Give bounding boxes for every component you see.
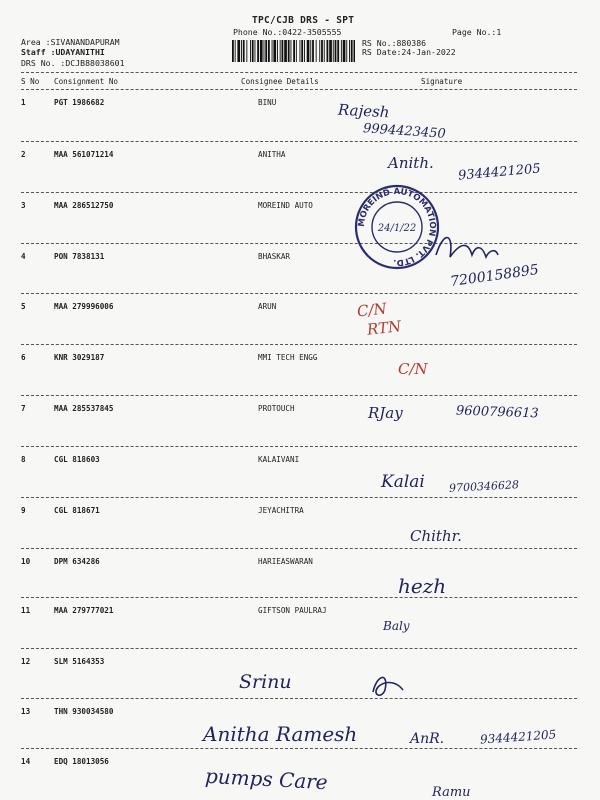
row-sno: 8 [21, 455, 26, 464]
page-number: Page No.:1 [452, 27, 502, 37]
row-consignment-no: MAA 561071214 [54, 150, 114, 159]
row-divider [21, 293, 577, 294]
col-sno: S No [21, 77, 40, 86]
row13-name: Anitha Ramesh [203, 722, 358, 746]
row-divider [21, 648, 577, 649]
row12-signature: Srinu [239, 671, 292, 693]
area-label: Area :SIVANANDAPURAM [21, 37, 120, 47]
row-consignment-no: THN 930034580 [54, 707, 114, 716]
row-sno: 1 [21, 98, 26, 107]
row-sno: 5 [21, 302, 26, 311]
row13-phone: 9344421205 [479, 727, 557, 747]
row-consignee: MMI TECH ENGG [258, 353, 318, 362]
row1-signature: Rajesh [337, 100, 390, 122]
row-sno: 6 [21, 353, 26, 362]
row-consignment-no: PON 7838131 [54, 252, 105, 261]
row-consignee: KALAIVANI [258, 455, 300, 464]
staff-label: Staff :UDAYANITHI [21, 47, 105, 57]
row4-phone: 7200158895 [449, 261, 540, 291]
row-sno: 11 [21, 606, 31, 615]
row5-note-cn: C/N [356, 299, 388, 321]
row-consignee: HARIEASWARAN [258, 557, 313, 566]
row11-signature: Baly [383, 619, 410, 633]
row14-signature: Ramu [432, 785, 471, 800]
col-signature: Signature [421, 77, 463, 86]
row5-note-rtn: RTN [366, 317, 403, 339]
row-consignee: GIFTSON PAULRAJ [258, 606, 327, 615]
row2-phone: 9344421205 [457, 161, 542, 184]
row-consignment-no: MAA 286512750 [54, 201, 114, 210]
row-consignment-no: EDQ 18013056 [54, 757, 109, 766]
row-sno: 13 [21, 707, 31, 716]
barcode [232, 40, 355, 62]
row8-signature: Kalai [381, 472, 425, 492]
row1-phone: 9994423450 [362, 121, 447, 142]
drs-number: DRS No. :DCJB88038601 [21, 58, 125, 68]
row-divider [21, 446, 577, 447]
col-consignment: Consignment No [54, 77, 119, 86]
row-consignee: ARUN [258, 302, 277, 311]
row-divider [21, 597, 577, 598]
row-consignment-no: MAA 279996006 [54, 302, 114, 311]
row-sno: 2 [21, 150, 26, 159]
row12-signature-mark [367, 668, 407, 702]
row-divider [21, 344, 577, 345]
seal-date: 24/1/22 [377, 223, 417, 234]
row-divider [21, 395, 577, 396]
rs-number: RS No.:880386 [362, 38, 427, 48]
phone-number: Phone No.:0422-3505555 [233, 27, 342, 37]
row-consignee: JEYACHITRA [258, 506, 304, 515]
rs-date: RS Date:24-Jan-2022 [362, 47, 456, 57]
seal-company-text: MOREIND AUTOMATION PVT. LTD. [356, 186, 438, 268]
row2-signature: Anith. [388, 154, 434, 172]
row-consignment-no: CGL 818671 [54, 506, 100, 515]
row-consignee: BHASKAR [258, 252, 291, 261]
row-consignment-no: CGL 818603 [54, 455, 100, 464]
row-consignment-no: PGT 1986682 [54, 98, 105, 107]
row7-signature: RJay [368, 404, 403, 422]
row14-name: pumps Care [204, 763, 329, 795]
row-sno: 12 [21, 657, 31, 666]
row-divider [21, 748, 577, 749]
row8-phone: 9700346628 [448, 478, 520, 495]
row-divider [21, 497, 577, 498]
row-consignee: ANITHA [258, 150, 286, 159]
row-consignment-no: SLM 5164353 [54, 657, 105, 666]
row7-phone: 9600796613 [455, 403, 539, 422]
row-consignee: MOREIND AUTO [258, 201, 313, 210]
row-consignment-no: DPM 634286 [54, 557, 100, 566]
divider [21, 72, 577, 73]
row13-signature: AnR. [410, 731, 445, 747]
row10-signature: hezh [398, 574, 447, 598]
row-sno: 9 [21, 506, 26, 515]
row-consignee: PROTOUCH [258, 404, 295, 413]
row-divider [21, 698, 577, 699]
row-consignment-no: KNR 3029187 [54, 353, 105, 362]
row6-note-cn: C/N [398, 360, 428, 378]
row-divider [21, 192, 577, 193]
row-consignment-no: MAA 285537845 [54, 404, 114, 413]
row-sno: 14 [21, 757, 31, 766]
row-divider [21, 141, 577, 142]
company-seal [353, 183, 441, 271]
row-divider [21, 548, 577, 549]
doc-title: TPC/CJB DRS - SPT [252, 15, 355, 26]
row-consignee: BINU [258, 98, 277, 107]
col-consignee: Consignee Details [241, 77, 319, 86]
row9-signature: Chithr. [410, 527, 462, 545]
row-sno: 10 [21, 557, 31, 566]
row-sno: 7 [21, 404, 26, 413]
divider [21, 89, 577, 90]
row-sno: 4 [21, 252, 26, 261]
row-sno: 3 [21, 201, 26, 210]
row-consignment-no: MAA 279777021 [54, 606, 114, 615]
